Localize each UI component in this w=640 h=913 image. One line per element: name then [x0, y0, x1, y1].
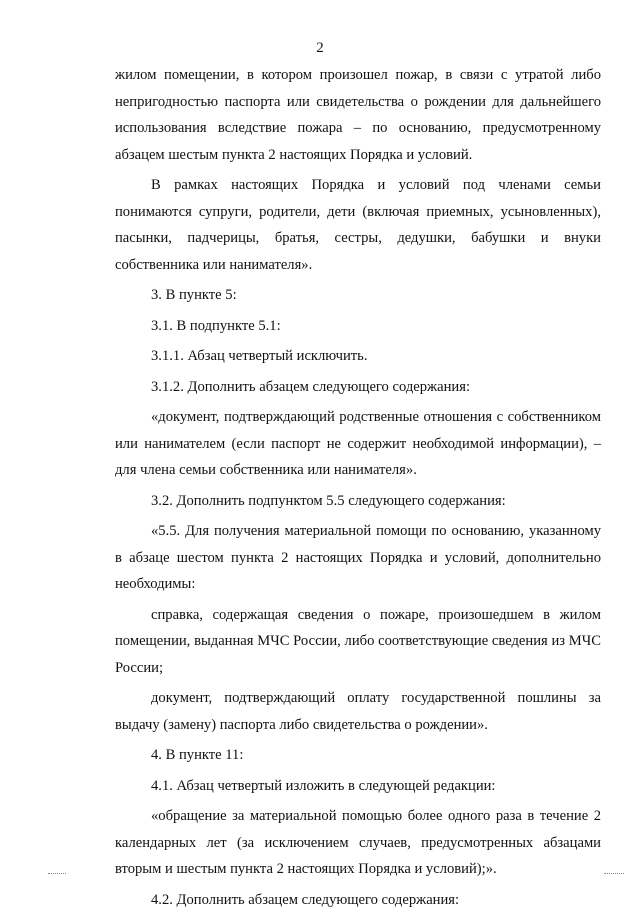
paragraph: «документ, подтверждающий родственные отношения с собственником или нанимателем (если паспорт не содержит необходимой информации), – для члена семьи собственника или нанимателя». — [115, 404, 601, 484]
paragraph: В рамках настоящих Порядка и условий под членами семьи понимаются супруги, родители, дети (включая приемных, усыновленных), пасынки, падчерицы, братья, сестры, дедушки, бабушки и внуки собственника или нанимателя». — [115, 172, 601, 278]
paragraph: «обращение за материальной помощью более одного раза в течение 2 календарных лет (за исключением случаев, предусмотренных абзацами вторым и шестым пункта 2 настоящих Порядка и условий);». — [115, 803, 601, 883]
paragraph: справка, содержащая сведения о пожаре, произошедшем в жилом помещении, выданная МЧС России, либо соответствующие сведения из МЧС России; — [115, 602, 601, 682]
paragraph: 3. В пункте 5: — [115, 282, 601, 309]
paragraph: 3.2. Дополнить подпунктом 5.5 следующего содержания: — [115, 488, 601, 515]
paragraph: 3.1.1. Абзац четвертый исключить. — [115, 343, 601, 370]
paragraph: жилом помещении, в котором произошел пожар, в связи с утратой либо непригодностью паспорта или свидетельства о рождении для дальнейшего использования вследствие пожара – по основанию, предусмотренному абзацем шестым пункта 2 настоящих Порядка и условий. — [115, 62, 601, 168]
scan-artifact-left — [48, 873, 66, 874]
page-number: 2 — [0, 40, 640, 57]
scan-artifact-right — [604, 873, 624, 874]
paragraph: документ, подтверждающий оплату государственной пошлины за выдачу (замену) паспорта либо свидетельства о рождении». — [115, 685, 601, 738]
document-body — [115, 62, 601, 913]
paragraph: «5.5. Для получения материальной помощи по основанию, указанному в абзаце шестом пункта 2 настоящих Порядка и условий, дополнительно необходимы: — [115, 518, 601, 598]
paragraph: 4.1. Абзац четвертый изложить в следующей редакции: — [115, 773, 601, 800]
paragraph: 3.1. В подпункте 5.1: — [115, 313, 601, 340]
paragraph: 3.1.2. Дополнить абзацем следующего содержания: — [115, 374, 601, 401]
paragraph: 4. В пункте 11: — [115, 742, 601, 769]
scan-artifact-center — [340, 868, 354, 869]
paragraph: 4.2. Дополнить абзацем следующего содержания: — [115, 887, 601, 913]
